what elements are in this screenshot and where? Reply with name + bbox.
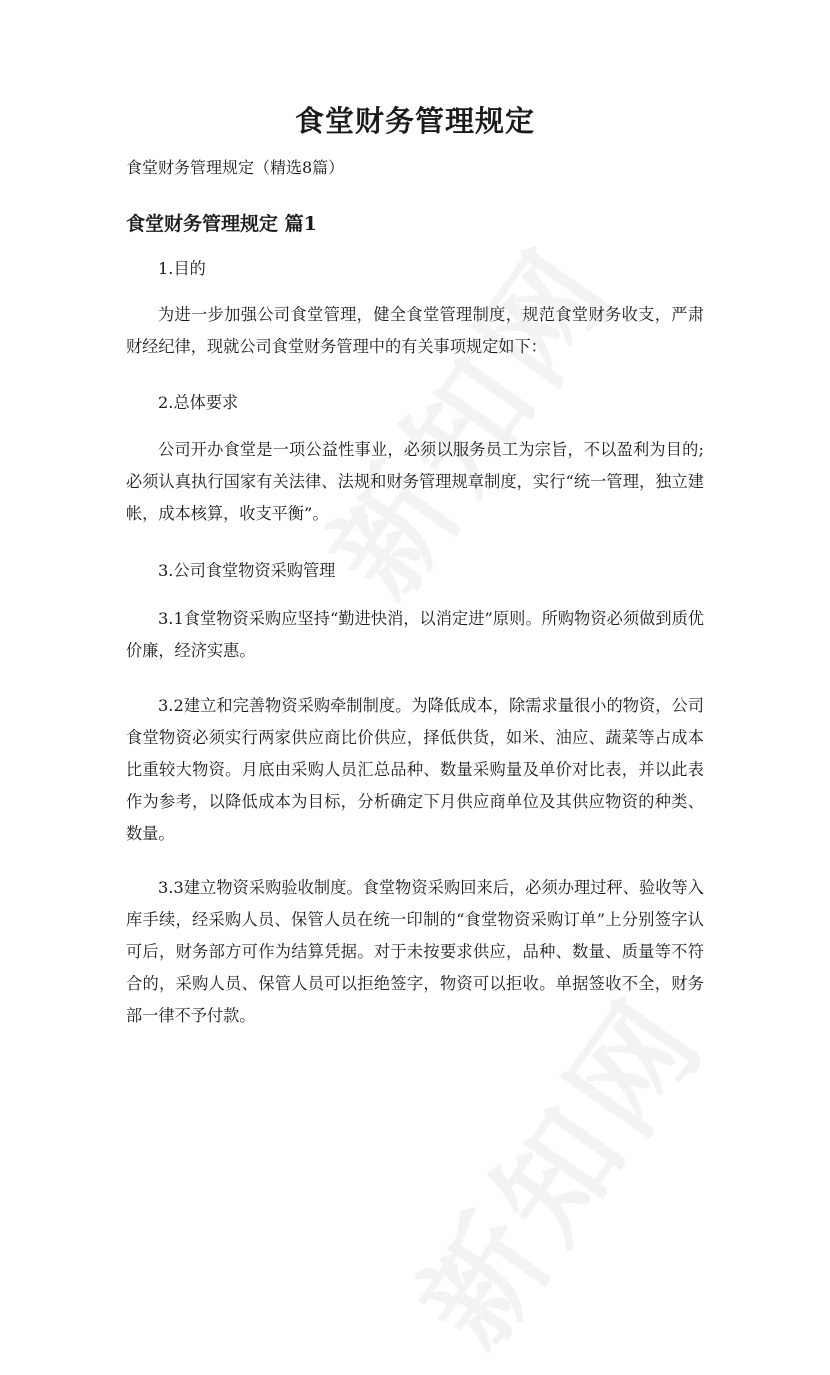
paragraph-3: 2.总体要求 <box>158 393 239 412</box>
paragraph-2: 为进一步加强公司食堂管理，健全食堂管理制度，规范食堂财务收支，严肃财经纪律，现就公司食堂财务管理中的有关事项规定如下： <box>126 305 704 356</box>
paragraph-4: 公司开办食堂是一项公益性事业，必须以服务员工为宗旨，不以盈利为目的;必须认真执行国家有关法律、法规和财务管理规章制度，实行“统一管理，独立建帐，成本核算，收支平衡”。 <box>126 440 704 523</box>
paragraph-8: 3.3建立物资采购验收制度。食堂物资采购回来后，必须办理过秤、验收等入库手续，经采购人员、保管人员在统一印制的“食堂物资采购订单”上分别签字认可后，财务部方可作为结算凭据。对于未按要求供应，品种、数量、质量等不符合的，采购人员、保管人员可以拒绝签字，物资可以拒收。单据签收不全，财务部一律不予付款。 <box>126 878 704 1025</box>
paragraph-5: 3.公司食堂物资采购管理 <box>158 561 336 580</box>
document-title: 食堂财务管理规定 <box>294 104 535 138</box>
document-subtitle: 食堂财务管理规定（精选8篇） <box>126 158 345 177</box>
paragraph-1: 1.目的 <box>158 259 206 278</box>
paragraph-7: 3.2建立和完善物资采购牵制制度。为降低成本，除需求量很小的物资，公司食堂物资必须实行两家供应商比价供应，择低供货，如米、油应、蔬菜等占成本比重较大物资。月底由采购人员汇总品种、数量采购量及单价对比表，并以此表作为参考，以降低成本为目标，分析确定下月供应商单位及其供应物资的种类、数量。 <box>126 696 704 843</box>
section-heading: 食堂财务管理规定 篇1 <box>126 213 317 235</box>
paragraph-6: 3.1食堂物资采购应坚持“勤进快消，以消定进”原则。所购物资必须做到质优价廉，经济实惠。 <box>126 609 704 660</box>
